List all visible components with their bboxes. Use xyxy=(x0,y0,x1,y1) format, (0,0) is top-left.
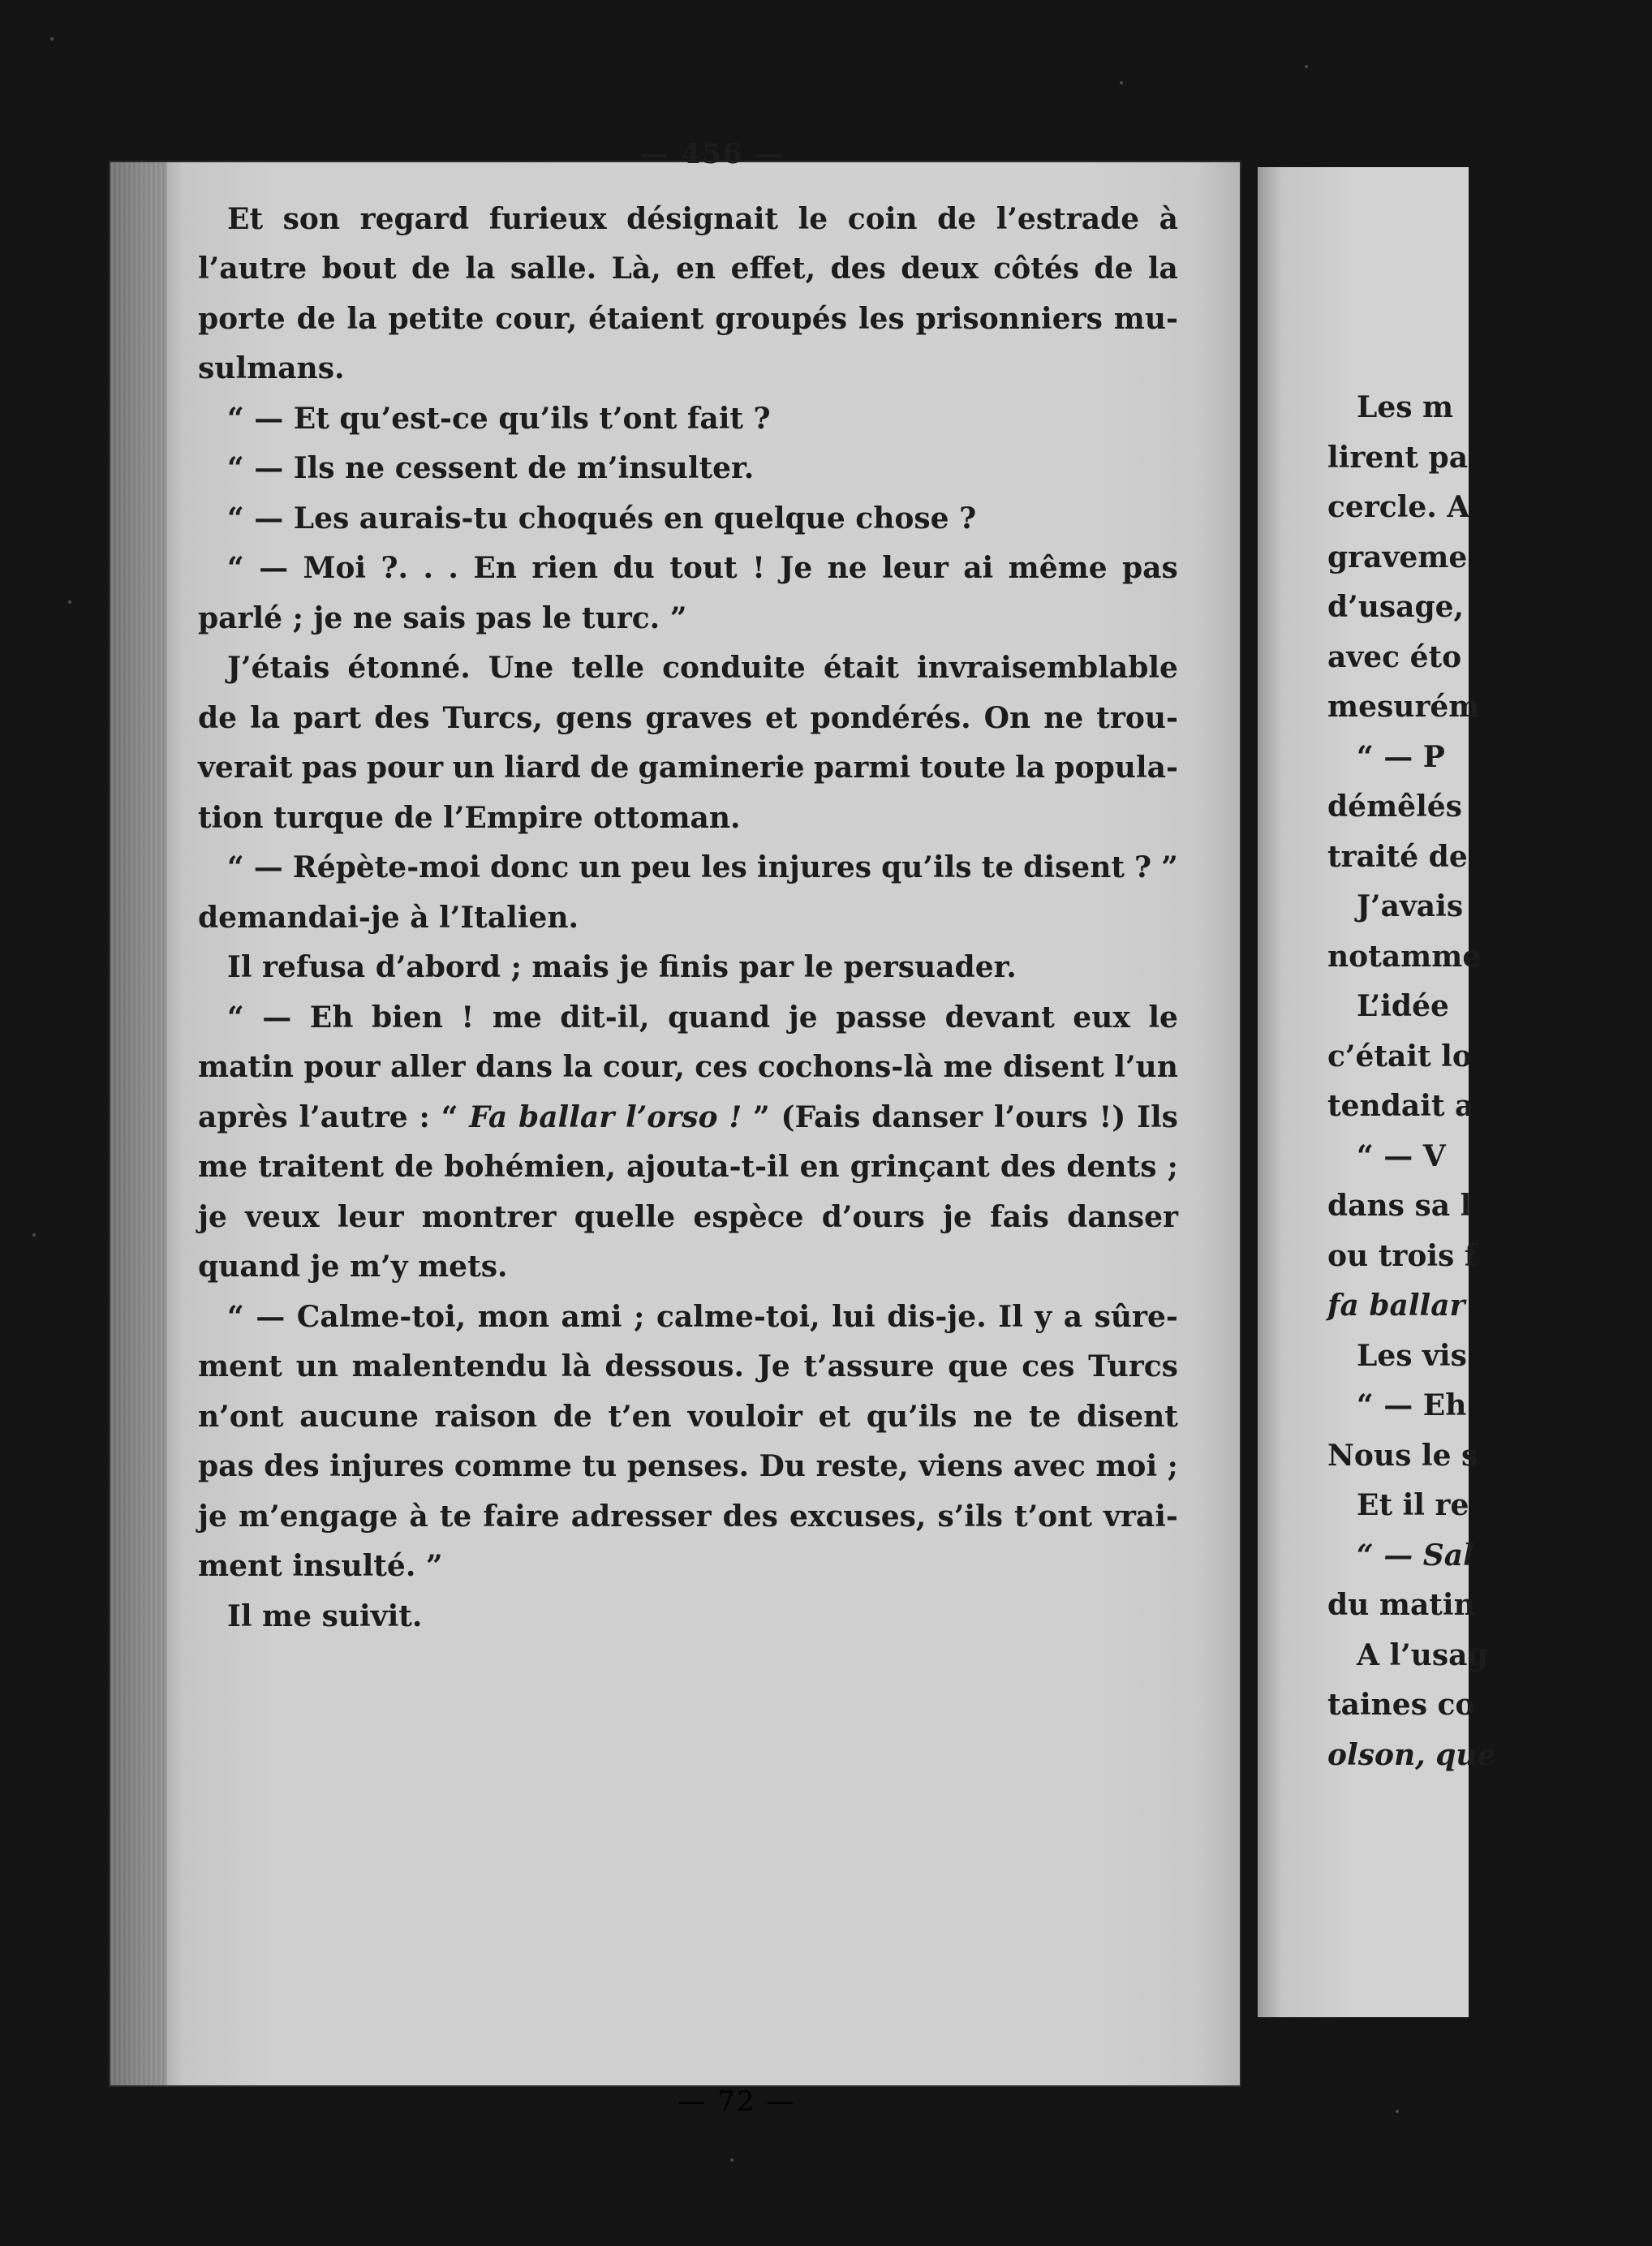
text-line: “ — Calme-toi, mon ami ; calme-toi, lui dis-je. Il y a sûre- xyxy=(227,1299,1178,1334)
left-text-block xyxy=(198,195,1178,1642)
text-line: n’ont aucune raison de t’en vouloir et qu’ils ne te disent xyxy=(198,1399,1178,1434)
text-line: dans sa l xyxy=(1327,1189,1472,1223)
text-line: d’usage, xyxy=(1327,590,1465,624)
text-line: “ — P xyxy=(1357,739,1445,774)
text-line: notamme xyxy=(1327,939,1482,974)
text-line: Il me suivit. xyxy=(227,1598,423,1633)
text-line: traité de xyxy=(1327,839,1468,874)
text-line: avec éto xyxy=(1327,639,1462,674)
text-line: quand je m’y mets. xyxy=(198,1250,508,1284)
text-line: taines co xyxy=(1327,1688,1475,1722)
text-line: ou trois f xyxy=(1327,1238,1478,1273)
text-line: fa ballar xyxy=(1327,1289,1465,1323)
text-line: sulmans. xyxy=(198,351,345,385)
text-line: me traitent de bohémien, ajouta-t-il en grinçant des dents ; xyxy=(198,1150,1178,1184)
running-head: — 456 — xyxy=(640,138,785,170)
text-line: verait pas pour un liard de gaminerie parmi toute la popula- xyxy=(198,751,1178,785)
text-line: c’était lo xyxy=(1327,1039,1472,1074)
text-line: graveme xyxy=(1327,540,1468,574)
text-line: J’avais xyxy=(1357,889,1464,923)
page-number: — 72 — xyxy=(678,2085,796,2118)
text-line: “ — Moi ?. . . En rien du tout ! Je ne leur ai même pas xyxy=(227,551,1178,585)
text-line: “ — Répète-moi donc un peu les injures qu’ils te disent ? ” xyxy=(227,850,1178,884)
text-line: après l’autre : “ Fa ballar l’orso ! ” (Fais danser l’ours !) Ils xyxy=(198,1099,1178,1134)
page-edge-shading xyxy=(110,162,167,2085)
text-line: je veux leur montrer quelle espèce d’ours je fais danser xyxy=(198,1199,1178,1234)
text-line: “ — Ils ne cessent de m’insulter. xyxy=(227,451,755,485)
text-line: “ — Eh xyxy=(1357,1388,1467,1422)
text-line: porte de la petite cour, étaient groupés les prisonniers mu- xyxy=(198,301,1178,336)
text-line: cercle. A xyxy=(1327,490,1470,524)
text-line: olson, que xyxy=(1327,1737,1496,1772)
text-line: Les vis xyxy=(1357,1338,1467,1373)
text-line: je m’engage à te faire adresser des excuses, s’ils t’ont vrai- xyxy=(198,1499,1178,1534)
text-line: l’autre bout de la salle. Là, en effet, des deux côtés de la xyxy=(198,252,1178,286)
text-line: Il refusa d’abord ; mais je finis par le persuader. xyxy=(227,950,1017,984)
text-line: tendait a xyxy=(1327,1089,1474,1123)
text-line: ment insulté. ” xyxy=(198,1549,443,1583)
text-line: pas des injures comme tu penses. Du reste, viens avec moi ; xyxy=(198,1449,1178,1483)
text-line: J’étais étonné. Une telle conduite était invraisemblable xyxy=(227,651,1178,685)
text-line: ment un malentendu là dessous. Je t’assure que ces Turcs xyxy=(198,1349,1178,1383)
text-line: tion turque de l’Empire ottoman. xyxy=(198,800,741,835)
text-line: “ — Eh bien ! me dit-il, quand je passe devant eux le xyxy=(227,1000,1178,1035)
text-line: de la part des Turcs, gens graves et pondérés. On ne trou- xyxy=(198,700,1178,735)
left-page-text xyxy=(198,130,1178,1641)
text-line: “ — Et qu’est-ce qu’ils t’ont fait ? xyxy=(227,401,771,436)
text-line: lirent pa xyxy=(1327,440,1469,475)
text-line: demandai-je à l’Italien. xyxy=(198,900,579,935)
text-line: A l’usag xyxy=(1357,1637,1488,1672)
right-text-block xyxy=(1327,383,1652,1780)
text-line: matin pour aller dans la cour, ces cochons-là me disent l’un xyxy=(198,1050,1178,1084)
text-line: mesurém xyxy=(1327,690,1480,724)
text-line: L’idée xyxy=(1357,989,1449,1023)
text-line: parlé ; je ne sais pas le turc. ” xyxy=(198,600,687,635)
text-line: Nous le s xyxy=(1327,1438,1478,1473)
text-line: du matin xyxy=(1327,1588,1475,1622)
text-line: Et son regard furieux désignait le coin de l’estrade à xyxy=(227,201,1178,236)
text-line: Et il re xyxy=(1357,1488,1469,1522)
right-page xyxy=(1258,167,1496,2017)
text-line: “ — Les aurais-tu choqués en quelque chose ? xyxy=(227,501,977,536)
text-line: Les m xyxy=(1357,390,1454,424)
text-line: “ — V xyxy=(1357,1138,1446,1173)
text-line: “ — Sal xyxy=(1357,1538,1474,1573)
text-line: démêlés xyxy=(1327,790,1462,824)
